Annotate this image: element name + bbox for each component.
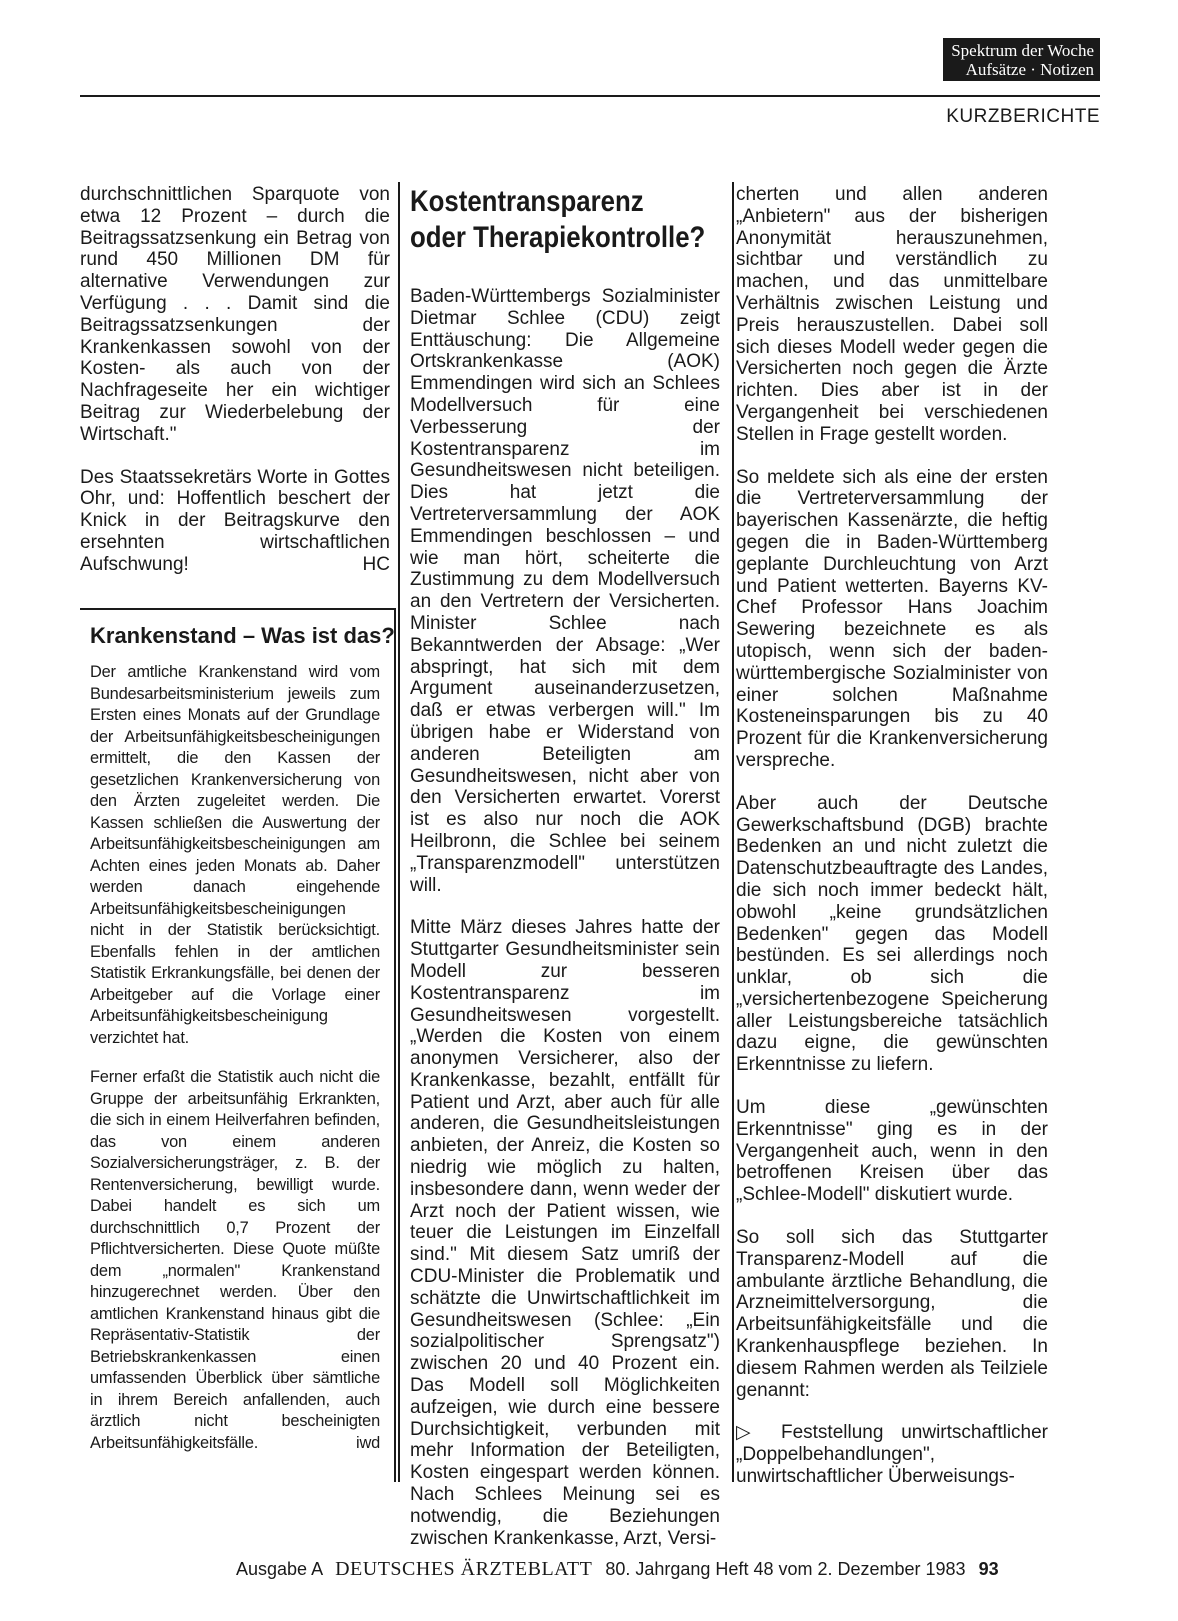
col1-paragraph-2-text: Des Staatssekretärs Worte in Gottes Ohr, und: Hoffentlich beschert der Knick in der Beitragskurve den ersehnten wirtschaftlichen Aufschwung! [80, 466, 390, 575]
column-rule-right [732, 182, 734, 1482]
badge-line-1: Spektrum der Woche [951, 41, 1094, 60]
col3-paragraph-1: cherten und allen anderen „Anbietern" aus der bisherigen Anonymität herauszunehmen, sichtbar und verständlich zu machen, und das unmittelbare Verhältnis zwischen Leistung und Preis herauszustellen. Dabei soll sich dieses Modell weder gegen die Versicherten noch gegen die Ärzte richten. Dies aber ist in der Vergangenheit bei verschiedenen Stellen in Frage gestellt worden. [736, 184, 1048, 445]
footer-journal: DEUTSCHES ÄRZTEBLATT [335, 1558, 593, 1580]
author-signature-hc: HC [362, 553, 390, 575]
footer-issue: 80. Jahrgang Heft 48 vom 2. Dezember 1983 [605, 1559, 966, 1579]
section-kicker: KURZBERICHTE [946, 106, 1100, 127]
col3-paragraph-5: So soll sich das Stuttgarter Transparenz-Modell auf die ambulante ärztliche Behandlung, die Arzneimittelversorgung, die Arbeitsunfähigkeitsfälle und die Krankenhauspflege beziehen. In diesem Rahmen werden als Teilziele genannt: [736, 1227, 1048, 1401]
col3-paragraph-3: Aber auch der Deutsche Gewerkschaftsbund (DGB) brachte Bedenken an und nicht zuletzt die Datenschutzbeauftragte des Landes, die sich noch immer bedeckt hält, obwohl „keine grundsätzlichen Bedenken" gegen das Modell bestünden. Es sei allerdings noch unklar, ob sich die „versichertenbezogene Speicherung aller Leistungsbereiche tatsächlich dazu eigne, die gewünschten Erkenntnisse zu liefern. [736, 792, 1048, 1076]
footer-edition: Ausgabe A [236, 1559, 323, 1579]
col1-paragraph-2 [80, 467, 390, 576]
box-paragraph-1: Der amtliche Krankenstand wird vom Bundesarbeitsministerium jeweils zum Ersten eines Monats auf der Grundlage der Arbeitsunfähigkeitsbescheinigungen ermittelt, die den Kassen der gesetzlichen Krankenversicherung von den Ärzten zugeleitet werden. Die Kassen schließen die Auswertung der Arbeitsunfähigkeitsbescheinigungen am Achten eines jeden Monats ab. Daher werden danach eingehende Arbeitsunfähigkeitsbescheinigungen nicht in der Statistik berücksichtigt. Ebenfalls fehlen in der amtlichen Statistik Erkrankungsfälle, bei denen der Arbeitgeber auf die Vorlage einer Arbeitsunfähigkeitsbescheinigung verzichtet hat. [90, 663, 380, 1047]
section-badge [943, 38, 1100, 81]
col3-paragraph-2: So meldete sich als eine der ersten die Vertreterversammlung der bayerischen Kassenärzte, die heftig gegen die in Baden-Württemberg geplante Durchleuchtung von Arzt und Patient wetterten. Bayerns KV-Chef Professor Hans Joachim Sewering bezeichnete es als utopisch, wenn sich der baden-württembergische Sozialminister von einer solchen Maßnahme Kosteneinsparungen bis zu 40 Prozent für die Krankenversicherung verspreche. [736, 466, 1048, 771]
article-paragraph-1: Baden-Württembergs Sozialminister Dietmar Schlee (CDU) zeigt Enttäuschung: Die Allgemeine Ortskrankenkasse (AOK) Emmendingen wird sich an Schlees Modellversuch für eine Verbesserung der Kostentransparenz im Gesundheitswesen nicht beteiligen. Dies hat jetzt die Vertreterversammlung der AOK Emmendingen beschlossen – und wie man hört, scheiterte die Zustimmung zu dem Modellversuch an den Vertretern der Versicherten. Minister Schlee nach Bekanntwerden der Absage: „Wer abspringt, hat sich mit dem Argument auseinanderzusetzen, daß er etwas verbergen will." Im übrigen habe er Widerstand von anderen Beteiligten am Gesundheitswesen, nicht aber von den Versicherten erwartet. Vorerst ist es also nur noch die AOK Heilbronn, die Schlee bei seinem „Transparenzmodell" unterstützen will. [410, 286, 720, 896]
article-title [410, 184, 706, 256]
article-title-line-1: Kostentransparenz [410, 185, 644, 218]
box-paragraph-2-text: Ferner erfaßt die Statistik auch nicht die Gruppe der arbeitsunfähig Erkrankten, die sich in einem Heilverfahren befinden, das von einem anderen Sozialversicherungsträger, z. B. der Rentenversicherung, bewilligt wurde. Dabei handelt es sich um durchschnittlich 0,7 Prozent der Pflichtversicherten. Diese Quote müßte dem „normalen" Krankenstand hinzugerechnet werden. Über den amtlichen Krankenstand hinaus gibt die Repräsentativ-Statistik der Betriebskrankenkassen einen umfassenden Überblick über sämtliche in ihrem Bereich anfallenden, auch ärztlich nicht bescheinigten Arbeitsunfähigkeitsfälle. [90, 1068, 380, 1452]
page-number: 93 [978, 1559, 999, 1579]
column-2 [410, 184, 720, 1570]
box-title: Krankenstand – Was ist das? [90, 623, 395, 648]
header-rule [80, 95, 1100, 97]
article-paragraph-2: Mitte März dieses Jahres hatte der Stuttgarter Gesundheitsminister sein Modell zur besseren Kostentransparenz im Gesundheitswesen vorgestellt. „Werden die Kosten von einem anonymen Versicherer, also der Krankenkasse, bezahlt, entfällt für Patient und Arzt, aber auch für alle anderen, die Gesundheitsleistungen anbieten, der Anreiz, die Kosten so niedrig wie möglich zu halten, insbesondere dann, wenn weder der Arzt noch der Patient wissen, wie teuer die Leistungen im Einzelfall sind." Mit diesem Satz umriß der CDU-Minister die Problematik und schätzte die Unwirtschaftlichkeit im Gesundheitswesen (Schlee: „Ein sozialpolitischer Sprengsatz") zwischen 20 und 40 Prozent ein. Das Modell soll Möglichkeiten aufzeigen, wie durch eine bessere Durchsichtigkeit, verbunden mit mehr Information der Beteiligten, Kosten eingespart werden können. Nach Schlees Meinung sei es notwendig, die Beziehungen zwischen Krankenkasse, Arzt, Versi- [410, 917, 720, 1549]
col3-paragraph-6 [736, 1422, 1048, 1487]
column-1 [80, 184, 390, 597]
column-rule-left [398, 182, 400, 1482]
col1-paragraph-1: durchschnittlichen Sparquote von etwa 12 Prozent – durch die Beitragssatzsenkung ein Betrag von rund 450 Millionen DM für alternative Verwendungen zur Verfügung . . . Damit sind die Beitragssatzsenkungen der Krankenkassen sowohl von der Kosten- als auch von der Nachfrageseite her ein wichtiger Beitrag zur Wiederbelebung der Wirtschaft." [80, 184, 390, 445]
box-paragraph-2 [90, 1067, 380, 1454]
badge-line-2: Aufsätze · Notizen [965, 60, 1094, 79]
col3-paragraph-6-text: Feststellung unwirtschaftlicher „Doppelbehandlungen", unwirtschaftlicher Überweisungs- [736, 1422, 1048, 1488]
page-footer [236, 1558, 1106, 1581]
sidebar-box [80, 608, 396, 1482]
column-3 [736, 184, 1048, 1509]
triangle-marker-icon: ▷ [736, 1422, 764, 1444]
article-title-line-2: oder Therapiekontrolle? [410, 221, 706, 254]
author-signature-iwd: iwd [356, 1433, 380, 1452]
col3-paragraph-4: Um diese „gewünschten Erkenntnisse" ging es in der Vergangenheit auch, wenn in den betroffenen Kreisen über das „Schlee-Modell" diskutiert wurde. [736, 1097, 1048, 1206]
